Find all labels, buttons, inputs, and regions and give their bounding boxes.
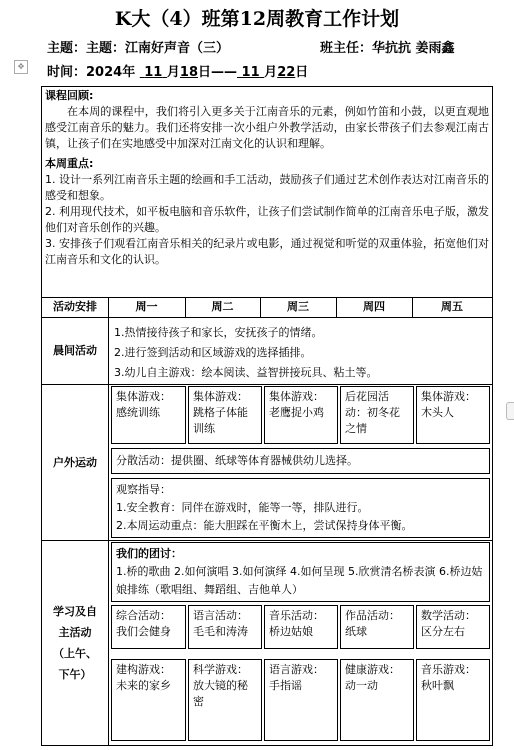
theme-label: 主题：主题：: [47, 41, 126, 56]
month-char-2: 月: [264, 65, 278, 80]
study-r2-tue: 科学游戏： 放大镜的秘密: [188, 659, 262, 741]
outdoor-game-mon: 集体游戏： 感统训练: [111, 386, 186, 444]
outdoor-game-thu: 后花园活动：初冬花之情: [340, 386, 414, 444]
study-label: 学习及自主活动（上午、下午）: [53, 605, 97, 681]
outdoor-game-fri: 集体游戏： 木头人: [416, 386, 490, 444]
outdoor-game-tue: 集体游戏：跳格子体能训练: [188, 386, 262, 444]
day-char: 日: [295, 65, 309, 80]
morning-item-3: 3.幼儿自主游戏：绘本阅读、益智拼接玩具、粘土等。: [114, 366, 378, 379]
time-line: [47, 61, 308, 80]
header-activity: 活动安排: [53, 300, 97, 313]
plan-table: [41, 86, 493, 746]
time-dash: 日——: [198, 65, 238, 80]
morning-item-2: 2.进行签到活动和区域游戏的选择插排。: [114, 346, 312, 359]
side-scroll-tab[interactable]: [506, 402, 514, 420]
review-heading: 课程回顾:: [45, 89, 94, 102]
study-r1-fri: 数学活动： 区分左右: [416, 605, 490, 649]
time-end-day: 22: [277, 65, 296, 80]
team-text: 1.桥的歌曲 2.如何演唱 3.如何演绎 4.如何呈现 5.欣赏清名桥表演 6.桥边姑娘排练（歌唱组、舞蹈组、吉他单人）: [116, 565, 483, 596]
study-r1-tue: 语言活动： 毛毛和涛涛: [188, 605, 262, 649]
teacher-line: [320, 37, 455, 56]
time-start-day: 18: [179, 65, 198, 80]
header-wed: 周三: [287, 300, 309, 313]
focus-item-1: 1. 设计一系列江南音乐主题的绘画和手工活动，鼓励孩子们通过艺术创作表达对江南音乐的感受和想象。: [45, 173, 489, 202]
morning-item-1: 1.热情接待孩子和家长，安抚孩子的情绪。: [114, 326, 323, 339]
focus-item-2: 2. 利用现代技术，如平板电脑和音乐软件，让孩子们尝试制作简单的江南音乐电子版，激发他们对音乐创作的兴趣。: [45, 205, 489, 234]
teacher-label: 班主任：: [320, 41, 373, 56]
outdoor-game-wed: 集体游戏：老鹰捉小鸡: [264, 386, 338, 444]
morning-items: [114, 323, 488, 383]
team-heading: 我们的团讨：: [116, 547, 182, 560]
morning-label: 晨间活动: [53, 344, 97, 357]
teacher-value: 华抗抗 姜雨鑫: [372, 41, 455, 56]
time-label: 时间：: [47, 65, 87, 80]
outdoor-split: 分散活动：提供圈、纸球等体育器械供幼儿选择。: [111, 448, 490, 474]
focus-heading: 本周重点:: [45, 157, 94, 170]
time-year: 2024年: [86, 65, 136, 80]
review-section: [45, 88, 489, 298]
header-mon: 周一: [135, 300, 158, 313]
outdoor-label: 户外运动: [53, 456, 97, 469]
study-r2-wed: 语言游戏： 手指谣: [264, 659, 338, 741]
study-r2-mon: 建构游戏： 未来的家乡: [111, 659, 186, 741]
study-r1-mon: 综合活动： 我们会健身: [111, 605, 186, 649]
study-r1-wed: 音乐活动： 桥边姑娘: [264, 605, 338, 649]
study-r2-fri: 音乐游戏： 秋叶飘: [416, 659, 490, 741]
study-r2-thu: 健康游戏： 动一动: [340, 659, 414, 741]
review-text: 在本周的课程中，我们将引入更多关于江南音乐的元素，例如竹笛和小鼓，以更直观地感受江南音乐的魅力。我们还将安排一次小组户外教学活动，由家长带孩子们去参观江南古镇，让孩子们在实地感受中加深对江南文化的认识和理解。: [45, 105, 489, 150]
study-r1-thu: 作品活动： 纸球: [340, 605, 414, 649]
theme-line: [47, 37, 229, 56]
focus-item-3: 3. 安排孩子们观看江南音乐相关的纪录片或电影，通过视觉和听觉的双重体验，拓宽他们对江南音乐和文化的认识。: [45, 237, 489, 266]
observe-item-2: 2.本周运动重点：能大胆踩在平衡木上，尝试保持身体平衡。: [116, 519, 413, 532]
time-start-month: 11: [144, 65, 163, 80]
header-tue: 周二: [211, 300, 234, 313]
month-char-1: 月: [166, 65, 180, 80]
observe-item-1: 1.安全教育：同伴在游戏时，能等一等，排队进行。: [116, 501, 369, 514]
table-move-handle-icon[interactable]: ✥: [14, 60, 28, 74]
header-thu: 周四: [363, 300, 385, 313]
time-end-month: 11: [241, 65, 260, 80]
header-fri: 周五: [441, 300, 463, 313]
page-title: K大（4）班第12周教育工作计划: [114, 8, 400, 30]
observe-heading: 观察指导：: [116, 483, 171, 496]
theme-value: 江南好声音（三）: [125, 41, 230, 56]
observe-guidance: [111, 478, 490, 538]
team-discussion: [111, 542, 490, 602]
